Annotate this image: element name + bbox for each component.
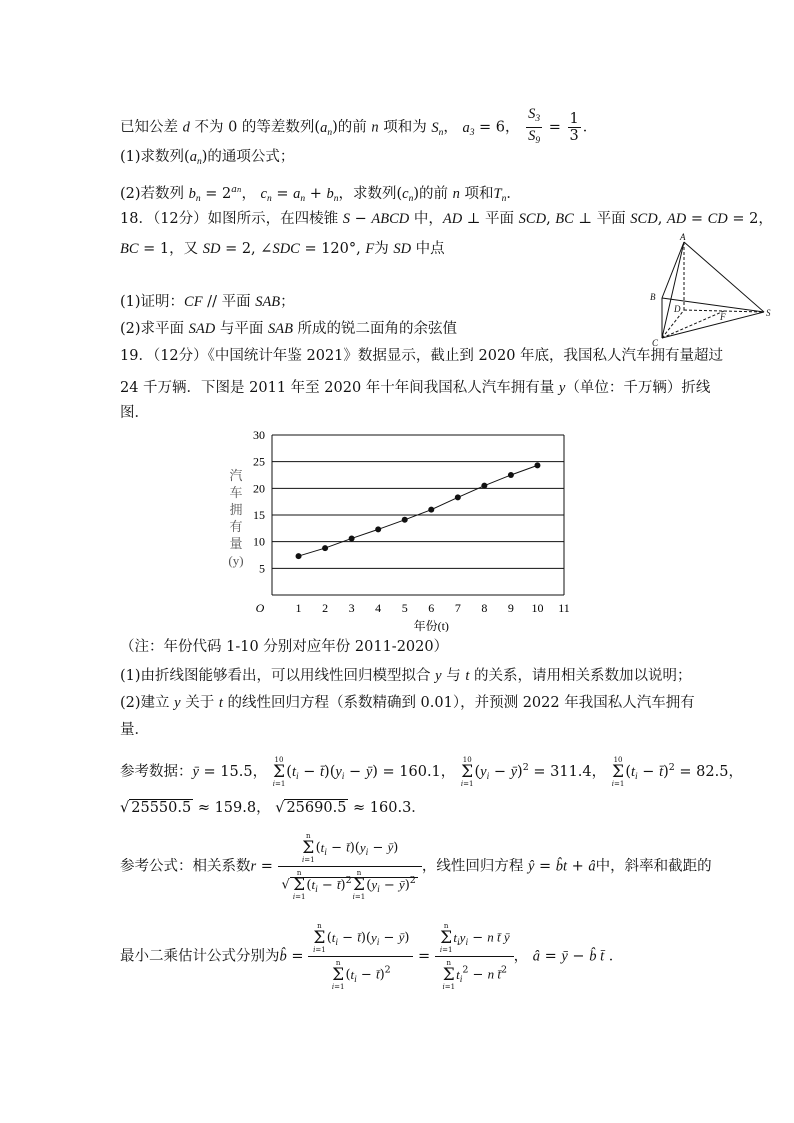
q18-part2: (2)求平面 SAD 与平面 SAB 所成的锐二面角的余弦值 <box>120 321 458 337</box>
y-tick-label-20: 20 <box>253 481 265 496</box>
q19-line1: 19．（12分）《中国统计年鉴 2021》数据显示，截止到 2020 年底，我国私人汽车拥有量超过 <box>120 348 724 364</box>
q19-line2: 24 千万辆．下图是 2011 年至 2020 年十年间我国私人汽车拥有量 y（单位：千万辆）折线 <box>120 380 711 396</box>
y-axis-label-char-2: 拥 <box>229 502 243 517</box>
ref-data-line2: √ 25550.5 ≈ 159.8， √ 25690.5 ≈ 160.3． <box>120 800 426 816</box>
ref-formula-line1: 参考公式：相关系数r = n Σ $i=1(t_i$ − $t̄)(y_i$ − ȳ) √n Σ $i=1(t_i$ − t̄)$^2$n Σ $i=1(y_i$ − ȳ)$^2$ ，线性回归方程 ŷ = b̂t + â中，斜率和截距的 <box>120 832 712 901</box>
x-tick-label-1: 1 <box>295 601 302 615</box>
data-point-8 <box>481 483 487 489</box>
pyramid-figure <box>646 232 776 348</box>
label-c: C <box>652 338 659 348</box>
data-point-7 <box>455 494 461 500</box>
y-axis-label-var: (y) <box>228 553 244 568</box>
label-b: B <box>650 292 656 302</box>
q17-stem: 已知公差 d 不为 0 的等差数列$(a_n)$的前 n 项和为 $S_n$， $a_3 = 6$， $\frac{S_3}{S_9}$ = $\frac{1}{3}$ ． <box>120 106 598 146</box>
y-tick-label-25: 25 <box>253 454 265 469</box>
ref-data-line1: 参考数据：ȳ = 15.5， 10 Σ $i=1(t_i$ − $t̄)(y_i$ − ȳ) = 160.1， 10 Σ $i=1(y_i$ − ȳ)$^2$ = 311.4， 10 Σ $i=1(t_i$ − t̄)$^2$ = 82.5， <box>120 756 743 788</box>
data-point-3 <box>349 535 355 541</box>
x-tick-label-6: 6 <box>428 601 435 615</box>
x-tick-label-10: 10 <box>531 601 544 615</box>
q18-line1: 18．（12分）如图所示，在四棱锥 S − ABCD 中，AD ⊥ 平面 SCD, BC ⊥ 平面 SCD, AD = CD = 2， <box>120 211 773 227</box>
x-tick-label-11: 11 <box>558 601 570 615</box>
label-a: A <box>680 232 686 242</box>
data-point-10 <box>534 462 540 468</box>
ref-formula-line2-label: 最小二乘估计公式分别为 <box>120 948 280 965</box>
label-f: F <box>720 312 726 322</box>
q18-part1: (1)证明：CF // 平面 SAB； <box>120 294 295 310</box>
data-point-1 <box>296 553 302 559</box>
q19-part1: (1)由折线图能够看出，可以用线性回归模型拟合 y 与 t 的关系，请用相关系数加以说明； <box>120 668 692 684</box>
label-s: S <box>766 308 771 318</box>
q17-part1: (1)求数列$(a_n)$的通项公式； <box>120 149 295 167</box>
data-point-5 <box>402 517 408 523</box>
data-point-4 <box>375 526 381 532</box>
x-tick-label-8: 8 <box>481 601 488 615</box>
ref-data-label: 参考数据： <box>120 764 193 780</box>
x-axis-label: 年份(t) <box>413 619 449 632</box>
x-tick-label-9: 9 <box>507 601 514 615</box>
q19-part2-b: 量． <box>120 722 149 738</box>
q18-line2: BC = 1，又 SD = 2, ∠SDC = 120°, F为 SD 中点 <box>120 241 445 257</box>
q19-note: （注：年份代码 1-10 分别对应年份 2011-2020） <box>120 639 449 655</box>
x-tick-label-3: 3 <box>348 601 355 615</box>
ref-formula-line2: 最小二乘估计公式分别为b̂ = n Σ $i=1(t_i$ − $t̄)(y_i$ − ȳ) n Σ $i=1(t_i$ − t̄)$^2$ = n Σ $i=1t_iy_i - n$ t̄ ȳ n Σ $i=1t_i^2 - n$ t̄$^2$ ， â = ȳ − b̂ t̄ ． <box>120 922 624 991</box>
y-axis-label-char-4: 量 <box>229 536 243 551</box>
y-tick-label-30: 30 <box>253 428 265 442</box>
q17-part2: (2)若数列 $b_n = 2^{an}$， $c_n = a_n + b_n$，求数列$(c_n)$的前 n 项和$T_n$． <box>120 184 521 204</box>
y-axis-label-char-0: 汽 <box>229 468 243 483</box>
ref-formula-end: 中，斜率和截距的 <box>595 858 712 875</box>
y-axis-label-char-1: 车 <box>229 485 243 500</box>
x-tick-label-5: 5 <box>401 601 408 615</box>
ref-formula-label: 参考公式：相关系数 <box>120 858 251 875</box>
x-tick-label-7: 7 <box>454 601 461 615</box>
y-tick-label-5: 5 <box>259 561 265 576</box>
x-tick-label-2: 2 <box>322 601 329 615</box>
y-tick-label-10: 10 <box>253 534 265 549</box>
ref-formula-mid: ，线性回归方程 <box>421 858 524 875</box>
series-line <box>299 465 538 556</box>
data-point-2 <box>322 545 328 551</box>
x-tick-label-4: 4 <box>375 601 382 615</box>
data-point-6 <box>428 507 434 513</box>
origin-label: O <box>255 601 265 615</box>
q19-line3: 图． <box>120 405 149 421</box>
y-tick-label-15: 15 <box>253 508 265 522</box>
line-chart <box>220 422 580 632</box>
y-axis-label-char-3: 有 <box>229 519 243 534</box>
q19-part2-a: (2)建立 y 关于 t 的线性回归方程（系数精确到 0.01），并预测 2022 年我国私人汽车拥有 <box>120 695 695 711</box>
label-d: D <box>674 304 681 314</box>
data-point-9 <box>508 472 514 478</box>
